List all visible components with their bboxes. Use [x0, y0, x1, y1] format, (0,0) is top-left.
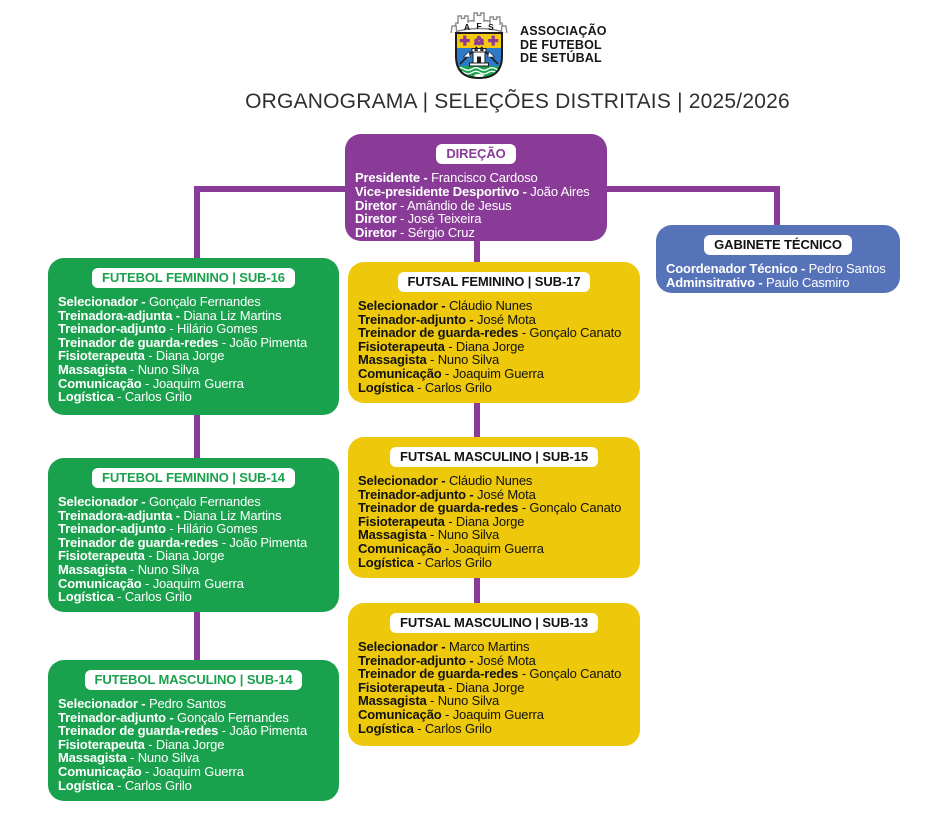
svg-text:A: A	[463, 22, 471, 32]
box-title-pill: FUTSAL FEMININO | SUB-17	[398, 272, 591, 292]
futsal-feminino-sub17-box	[348, 262, 640, 403]
staff-line: Logística - Carlos Grilo	[358, 379, 492, 395]
staff-line: Selecionador - Gonçalo Fernandes	[58, 494, 261, 509]
staff-line: Selecionador - Pedro Santos	[58, 696, 226, 711]
staff-line: Logística - Carlos Grilo	[358, 720, 492, 736]
box-title-pill: FUTEBOL FEMININO | SUB-16	[92, 268, 295, 288]
futebol-feminino-sub16-box	[48, 258, 339, 415]
staff-line: Comunicação - Joaquim Guerra	[358, 706, 544, 722]
staff-line: Treinador de guarda-redes - Gonçalo Canato	[358, 500, 622, 516]
staff-line: Fisioterapeuta - Diana Jorge	[358, 679, 525, 695]
staff-line: Treinador de guarda-redes - João Pimenta	[58, 723, 308, 739]
staff-line: Selecionador - Cláudio Nunes	[358, 473, 533, 488]
connector-green-2-3	[194, 610, 200, 662]
staff-line: Vice-presidente Desportivo - João Aires	[355, 183, 590, 199]
box-title-pill: FUTSAL MASCULINO | SUB-13	[390, 613, 598, 633]
staff-line: Treinadora-adjunta - Diana Liz Martins	[58, 507, 282, 523]
connector-vertical-left	[194, 186, 200, 258]
staff-line: Comunicação - Joaquim Guerra	[58, 375, 244, 391]
staff-line: Massagista - Nuno Silva	[58, 750, 200, 766]
connector-green-1-2	[194, 413, 200, 460]
staff-line: Comunicação - Joaquim Guerra	[358, 540, 544, 556]
svg-text:S: S	[488, 22, 494, 32]
staff-line: Coordenador Técnico - Pedro Santos	[666, 261, 886, 276]
staff-line: Adminsitrativo - Paulo Casmiro	[666, 274, 850, 290]
staff-line: Selecionador - Cláudio Nunes	[358, 298, 533, 313]
staff-line: Treinador de guarda-redes - Gonçalo Canato	[358, 325, 622, 341]
staff-line: Treinador-adjunto - José Mota	[358, 652, 536, 668]
page-title: ORGANOGRAMA | SELEÇÕES DISTRITAIS | 2025/2026	[245, 90, 790, 113]
direcao-box	[345, 134, 607, 241]
gabinete-title-pill: GABINETE TÉCNICO	[704, 235, 852, 255]
gabinete-tecnico-box	[656, 225, 900, 293]
staff-line: Logística - Carlos Grilo	[58, 389, 192, 405]
connector-yellow-1-2	[474, 400, 480, 439]
staff-line: Fisioterapeuta - Diana Jorge	[58, 548, 225, 564]
staff-line: Massagista - Nuno Silva	[358, 693, 500, 709]
staff-line: Treinador-adjunto - José Mota	[358, 486, 536, 502]
box-title-pill: FUTEBOL FEMININO | SUB-14	[92, 468, 295, 488]
staff-line: Massagista - Nuno Silva	[58, 361, 200, 377]
staff-line: Treinador-adjunto - Gonçalo Fernandes	[58, 709, 289, 725]
staff-line: Treinador de guarda-redes - Gonçalo Canato	[358, 666, 622, 682]
staff-line: Comunicação - Joaquim Guerra	[358, 365, 544, 381]
staff-line: Treinador de guarda-redes - João Pimenta	[58, 334, 308, 350]
futebol-masculino-sub14-box	[48, 660, 339, 801]
staff-line: Treinadora-adjunta - Diana Liz Martins	[58, 307, 282, 323]
afs-crest-icon	[446, 10, 512, 87]
box-title-pill: FUTEBOL MASCULINO | SUB-14	[85, 670, 303, 690]
staff-line: Presidente - Francisco Cardoso	[355, 170, 538, 185]
futebol-feminino-sub14-box	[48, 458, 339, 612]
association-line: DE SETÚBAL	[520, 51, 602, 65]
direcao-title-pill: DIREÇÃO	[436, 144, 515, 164]
staff-line: Treinador-adjunto - Hilário Gomes	[58, 521, 258, 537]
box-title-pill: FUTSAL MASCULINO | SUB-15	[390, 447, 598, 467]
staff-line: Treinador-adjunto - José Mota	[358, 311, 536, 327]
staff-line: Fisioterapeuta - Diana Jorge	[58, 348, 225, 364]
futsal-masculino-sub13-box	[348, 603, 640, 746]
staff-line: Massagista - Nuno Silva	[58, 561, 200, 577]
staff-line: Comunicação - Joaquim Guerra	[58, 575, 244, 591]
staff-line: Logística - Carlos Grilo	[358, 554, 492, 570]
association-line: DE FUTEBOL	[520, 37, 602, 52]
staff-line: Fisioterapeuta - Diana Jorge	[58, 736, 225, 752]
association-line: ASSOCIAÇÃO	[520, 24, 607, 38]
staff-line: Treinador de guarda-redes - João Pimenta	[58, 534, 308, 550]
staff-line: Selecionador - Gonçalo Fernandes	[58, 294, 261, 309]
staff-line: Logística - Carlos Grilo	[58, 777, 192, 793]
svg-text:F: F	[476, 21, 482, 31]
staff-line: Logística - Carlos Grilo	[58, 589, 192, 605]
futsal-masculino-sub15-box	[348, 437, 640, 578]
staff-line: Fisioterapeuta - Diana Jorge	[358, 338, 525, 354]
connector-vertical-right	[774, 186, 780, 226]
staff-line: Comunicação - Joaquim Guerra	[58, 763, 244, 779]
staff-line: Diretor - José Teixeira	[355, 211, 482, 227]
staff-line: Massagista - Nuno Silva	[358, 527, 500, 543]
connector-yellow-2-3	[474, 575, 480, 605]
association-wordmark	[520, 25, 607, 66]
staff-line: Selecionador - Marco Martins	[358, 639, 530, 654]
staff-line: Massagista - Nuno Silva	[358, 352, 500, 368]
staff-line: Diretor - Amândio de Jesus	[355, 197, 512, 213]
staff-line: Diretor - Sérgio Cruz	[355, 225, 475, 241]
staff-line: Fisioterapeuta - Diana Jorge	[358, 513, 525, 529]
staff-line: Treinador-adjunto - Hilário Gomes	[58, 321, 258, 337]
